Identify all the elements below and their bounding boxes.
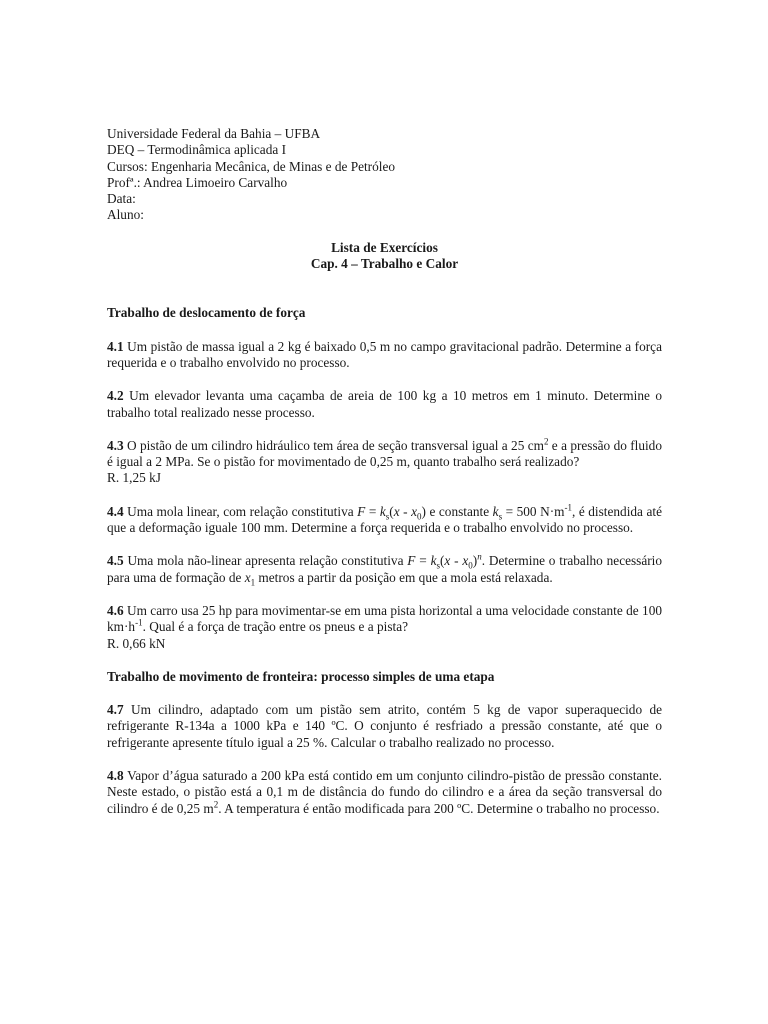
courses-line: Cursos: Engenharia Mecânica, de Minas e de Petróleo [107, 158, 396, 174]
exercise-4-1 [107, 339, 662, 372]
section-title-boundary-work: Trabalho de movimento de fronteira: processo simples de uma etapa [107, 668, 495, 684]
exercise-text: Uma mola linear, com relação constitutiva [127, 503, 358, 519]
exercise-4-5 [107, 553, 662, 586]
exercise-4-8 [107, 768, 662, 817]
document-titles [107, 240, 662, 273]
formula-symbol: F [357, 503, 366, 519]
exercise-text: Vapor d’água saturado a 200 kPa está contido em um conjunto cilindro-pistão de pressão constante. Neste estado, o pistão está a 0,1 m de distância do fundo do cilindro e a área da seção transversal do cilindro é de 0,25 m [107, 768, 662, 816]
exercise-number: 4.1 [107, 338, 124, 354]
date-line: Data: [107, 191, 136, 207]
superscript: 2 [543, 436, 549, 447]
chapter-title: Cap. 4 – Trabalho e Calor [310, 256, 459, 272]
document-header [107, 126, 662, 224]
exercise-text: = 500 N·m [502, 503, 565, 519]
exercise-4-2 [107, 388, 662, 421]
formula-symbol: x [462, 553, 469, 569]
exercise-text: Um carro usa 25 hp para movimentar-se em uma pista horizontal a uma velocidade constante de 100 km·h [107, 602, 662, 635]
exercise-number: 4.4 [107, 503, 124, 519]
formula-symbol: x [393, 503, 400, 519]
formula-symbol: k [379, 503, 386, 519]
exercise-text: , é distendida até que a deformação iguale 100 mm. Determine a força requerida e o trabalho envolvido no processo. [107, 503, 662, 536]
exercise-number: 4.5 [107, 553, 124, 569]
subscript: s [436, 561, 440, 571]
list-title: Lista de Exercícios [331, 239, 438, 255]
student-line: Aluno: [107, 207, 144, 223]
exercise-4-6 [107, 603, 662, 652]
exercise-number: 4.3 [107, 437, 124, 453]
subscript: s [385, 511, 390, 522]
exercise-text: e a pressão do fluido é igual a 2 MPa. Se o pistão for movimentado de 0,25 m, quanto trabalho será realizado? [107, 437, 662, 470]
department-line: DEQ – Termodinâmica aplicada I [107, 142, 287, 158]
superscript: 2 [213, 799, 219, 810]
superscript: -1 [564, 502, 572, 513]
exercise-text: ( [389, 503, 394, 519]
exercise-text: = [415, 553, 431, 569]
subscript: 0 [468, 561, 473, 571]
formula-symbol: k [430, 553, 437, 569]
exercise-text: O pistão de um cilindro hidráulico tem área de seção transversal igual a 25 cm [126, 437, 544, 453]
exercise-text: . Determine o trabalho necessário para uma de formação de [107, 553, 663, 585]
exercise-4-7 [107, 702, 662, 751]
exercise-number: 4.7 [107, 702, 124, 718]
formula-exponent: n [477, 551, 482, 562]
university-line: Universidade Federal da Bahia – UFBA [107, 126, 321, 141]
superscript: -1 [135, 617, 143, 628]
exercise-text: ( [439, 553, 445, 569]
exercise-4-3 [107, 438, 662, 487]
exercise-text: = [365, 503, 380, 519]
formula-symbol: k [492, 503, 499, 519]
exercise-text: Um cilindro, adaptado com um pistão sem atrito, contém 5 kg de vapor superaquecido de refrigerante R-134a a 1000 kPa e 140 ºC. O conjunto é resfriado a pressão constante, até que o refrigerante apresente título igual a 25 %. Calcular o trabalho realizado no processo. [107, 702, 662, 750]
formula-symbol: x [444, 553, 451, 569]
formula-symbol: x [244, 569, 251, 585]
subscript: 1 [250, 577, 256, 588]
professor-line: Profª.: Andrea Limoeiro Carvalho [107, 174, 288, 190]
exercise-number: 4.8 [107, 768, 124, 784]
subscript: s [498, 511, 503, 522]
exercise-text: ) e constante [421, 503, 493, 519]
formula-symbol: F [407, 553, 416, 569]
exercise-number: 4.6 [107, 602, 124, 618]
exercise-answer: R. 1,25 kJ [107, 470, 161, 486]
exercise-number: 4.2 [107, 388, 124, 404]
exercise-text: metros a partir da posição em que a mola está relaxada. [255, 569, 553, 585]
formula-symbol: x [411, 503, 418, 519]
subscript: 0 [417, 511, 422, 522]
exercise-text: Uma mola não-linear apresenta relação constitutiva [127, 553, 408, 569]
exercise-answer: R. 0,66 kN [107, 635, 166, 651]
exercise-text: ) [472, 553, 478, 569]
exercise-4-4 [107, 504, 662, 537]
exercise-text: - [399, 503, 412, 519]
exercise-text: Um pistão de massa igual a 2 kg é baixado 0,5 m no campo gravitacional padrão. Determine a força requerida e o trabalho envolvido no processo. [107, 338, 662, 370]
exercise-text: - [450, 553, 463, 569]
exercise-text: Um elevador levanta uma caçamba de areia de 100 kg a 10 metros em 1 minuto. Determine o trabalho total realizado nesse processo. [107, 388, 662, 420]
exercise-text: . A temperatura é então modificada para 200 ºC. Determine o trabalho no processo. [218, 800, 660, 816]
section-title-force-displacement: Trabalho de deslocamento de força [107, 305, 306, 321]
exercise-text: . Qual é a força de tração entre os pneus e a pista? [142, 619, 409, 635]
